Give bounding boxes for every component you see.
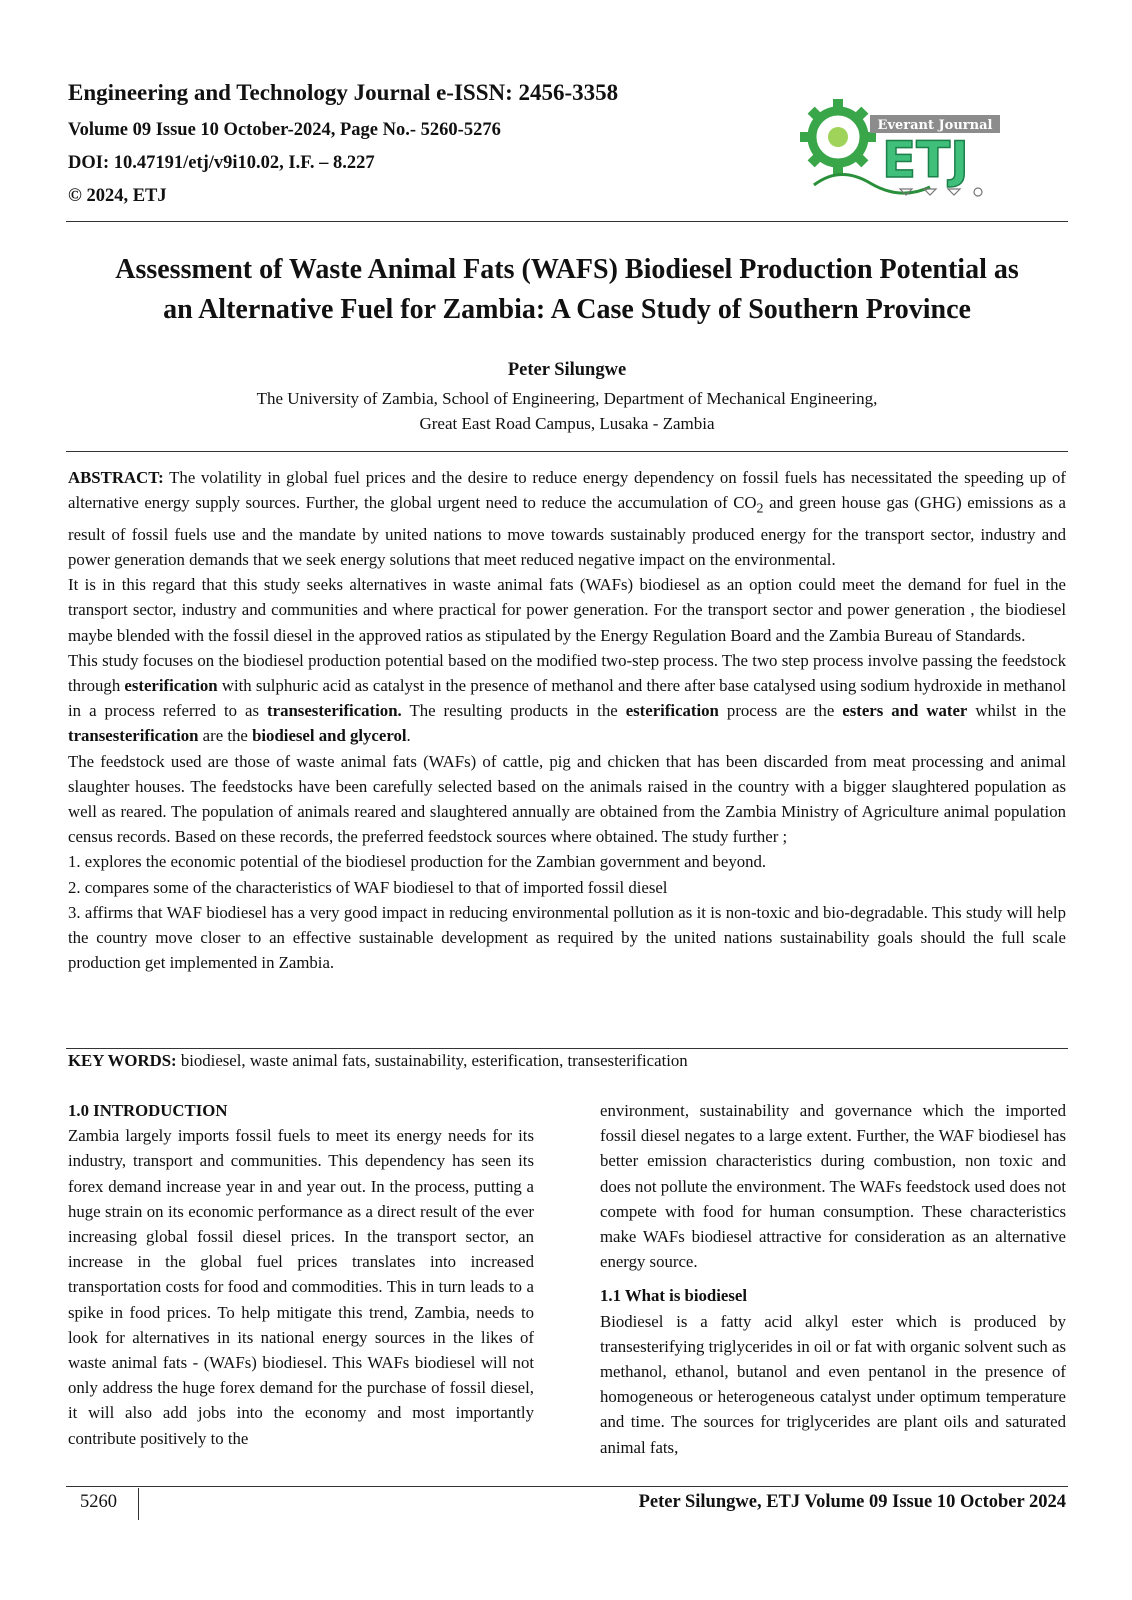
abstract-paragraph-1: ABSTRACT: The volatility in global fuel prices and the desire to reduce energy dependency on fossil fuels has necessitated the speeding up of alternative energy supply sources. Further, the global urgent need to reduce the accumulation of $CO_2$ and green house gas (GHG) emissions as a result of fossil fuels use and the mandate by united nations to move towards sustainably produced energy for the transport sector, industry and power generation demands that we seek energy solutions that meet reduced negative impact on the environmental. xyxy=(68,468,1066,569)
right-column xyxy=(600,1098,1066,1460)
paper-title xyxy=(66,250,1068,330)
doi-info: DOI: 10.47191/etj/v9i10.02, I.F. – 8.227 xyxy=(68,153,375,173)
copyright: © 2024, ETJ xyxy=(68,186,167,206)
affiliation-line-2: Great East Road Campus, Lusaka - Zambia xyxy=(419,414,715,433)
abstract-paragraph-4: The feedstock used are those of waste animal fats (WAFs) of cattle, pig and chicken that has been discarded from meat processing and animal slaughter houses. The feedstocks have been carefully selected based on the animals raised in the country with a bigger slaughtered population as well as reared. The population of animals reared and slaughtered annually are obtained from the Zambia Ministry of Agriculture animal population census records. Based on these records, the preferred feedstock sources where obtained. The study further ; xyxy=(68,751,1066,847)
logo-top-text: Everant Journal xyxy=(877,118,993,133)
introduction-heading: 1.0 INTRODUCTION xyxy=(68,1101,228,1120)
footer-separator xyxy=(138,1488,139,1520)
journal-header xyxy=(68,78,768,217)
footer-citation: Peter Silungwe, ETJ Volume 09 Issue 10 October 2024 xyxy=(638,1492,1066,1512)
keywords xyxy=(68,1049,1066,1073)
abstract-label: ABSTRACT: xyxy=(68,468,164,487)
abstract-list-item-3: 3. affirms that WAF biodiesel has a very good impact in reducing environmental pollution as it is non-toxic and bio-degradable. This study will help the country move closer to an effective sustainable development as required by the united nations sustainability goals should the full scale production get implemented in Zambia. xyxy=(68,902,1066,973)
author-name: Peter Silungwe xyxy=(507,360,627,380)
abstract-paragraph-2: It is in this regard that this study seeks alternatives in waste animal fats (WAFs) biodiesel as an option could meet the demand for fuel in the transport sector, industry and communities and where practical for power generation. For the transport sector and power generation , the biodiesel maybe blended with the fossil diesel in the approved ratios as stipulated by the Energy Regulation Board and the Zambia Bureau of Standards. xyxy=(68,575,1066,645)
logo-main-text: ETJ xyxy=(882,131,969,189)
introduction-text: Zambia largely imports fossil fuels to meet its energy needs for its industry, transport and communities. This dependency has seen its forex demand increase year in and year out. In the process, putting a huge strain on its economic performance as a direct result of the ever increasing global fossil diesel prices. In the transport sector, an increase in the global fuel prices translates into increased transportation costs for food and commodities. This in turn leads to a spike in food prices. To help mitigate this trend, Zambia, needs to look for alternatives in its national energy sources in the likes of waste animal fats - (WAFs) biodiesel. This WAFs biodiesel will not only address the huge forex demand for the purchase of fossil diesel, it will also add jobs into the economy and most importantly contribute positively to the xyxy=(68,1126,534,1448)
footer-rule xyxy=(66,1486,1068,1487)
keywords-label: KEY WORDS: xyxy=(68,1051,177,1070)
title-line-1: Assessment of Waste Animal Fats (WAFS) Biodiesel Production Potential as xyxy=(115,254,1019,285)
keywords-text: biodiesel, waste animal fats, sustainability, esterification, transesterification xyxy=(176,1051,688,1070)
section-1-1-heading: 1.1 What is biodiesel xyxy=(600,1286,748,1306)
abstract xyxy=(68,465,1066,975)
left-column xyxy=(68,1098,534,1451)
abstract-list-item-2: 2. compares some of the characteristics of WAF biodiesel to that of imported fossil diesel xyxy=(68,877,668,897)
affiliation xyxy=(66,386,1068,436)
header-rule xyxy=(66,221,1068,222)
introduction-continued: environment, sustainability and governance which the imported fossil diesel negates to a large extent. Further, the WAF biodiesel has better emission characteristics during combustion, non toxic and does not pollute the environment. The WAFs feedstock used does not compete with food for human consumption. These characteristics make WAFs biodiesel attractive for consideration as an alternative energy source. xyxy=(600,1101,1066,1272)
title-line-2: an Alternative Fuel for Zambia: A Case Study of Southern Province xyxy=(163,294,971,325)
abstract-paragraph-3: This study focuses on the biodiesel production potential based on the modified two-step process. The two step process involve passing the feedstock through esterification with sulphuric acid as catalyst in the presence of methanol and there after base catalysed using sodium hydroxide in methanol in a process referred to as transesterification. The resulting products in the esterification process are the esters and water whilst in the transesterification are the biodiesel and glycerol. xyxy=(68,650,1067,746)
etj-logo xyxy=(800,95,1012,205)
section-1-1-text: Biodiesel is a fatty acid alkyl ester which is produced by transesterifying triglycerides in oil or fat with organic solvent such as methanol, ethanol, butanol and even pentanol in the presence of homogeneous or heterogeneous catalyst under optimum temperature and time. The sources for triglycerides are plant oils and saturated animal fats, xyxy=(600,1311,1066,1457)
journal-title: Engineering and Technology Journal e-ISSN: 2456-3358 xyxy=(68,80,619,105)
abstract-top-rule xyxy=(66,451,1068,452)
page-number: 5260 xyxy=(80,1492,117,1512)
affiliation-line-1: The University of Zambia, School of Engineering, Department of Mechanical Engineering, xyxy=(256,389,878,408)
volume-info: Volume 09 Issue 10 October-2024, Page No.- 5260-5276 xyxy=(68,120,501,140)
abstract-list-item-1: 1. explores the economic potential of the biodiesel production for the Zambian government and beyond. xyxy=(68,852,767,872)
